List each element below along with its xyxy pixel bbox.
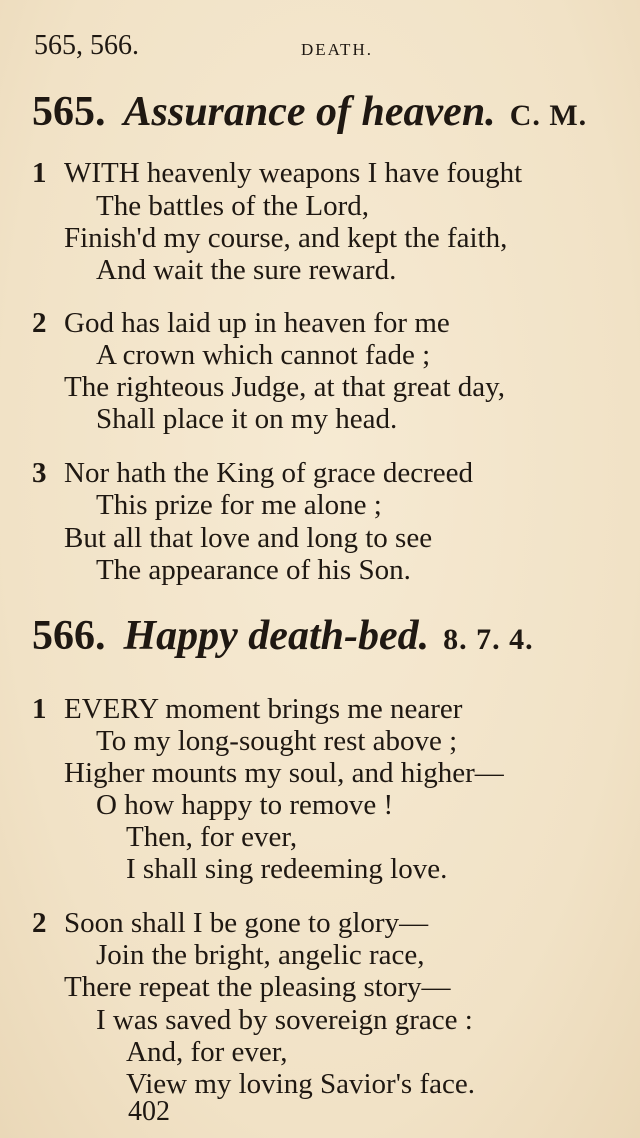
verse-line: This prize for me alone ;	[96, 489, 382, 521]
verse-line: But all that love and long to see	[64, 522, 433, 554]
verse-line: And, for ever,	[126, 1036, 288, 1068]
verse-line: O how happy to remove !	[96, 789, 394, 821]
verse-number: 3	[32, 457, 47, 489]
hymn-number: 565.	[32, 89, 106, 135]
verse-line: EVERY moment brings me nearer	[64, 693, 463, 725]
verse-line: I shall sing redeeming love.	[126, 853, 448, 885]
running-head-section: DEATH.	[301, 40, 373, 59]
verse-line: Then, for ever,	[126, 821, 298, 853]
verse-line: Soon shall I be gone to glory—	[64, 907, 429, 939]
hymn-title: Assurance of heaven.	[123, 89, 496, 135]
verse-line: And wait the sure reward.	[96, 254, 397, 286]
verse-line: Nor hath the King of grace decreed	[64, 457, 474, 489]
hymn-number: 566.	[32, 613, 106, 659]
verse-number: 2	[32, 907, 47, 939]
verse-line: Finish'd my course, and kept the faith,	[64, 222, 508, 254]
verse-line: To my long-sought rest above ;	[96, 725, 458, 757]
verse-line: God has laid up in heaven for me	[64, 307, 450, 339]
verse-number: 2	[32, 307, 47, 339]
verse-line: WITH heavenly weapons I have fought	[64, 157, 523, 189]
verse-line: The appearance of his Son.	[96, 554, 411, 586]
verse-line: A crown which cannot fade ;	[96, 339, 431, 371]
verse-line: Higher mounts my soul, and higher—	[64, 757, 504, 789]
verse-line: I was saved by sovereign grace :	[96, 1004, 473, 1036]
hymn-meter: C. M.	[509, 99, 588, 132]
verse-line: The righteous Judge, at that great day,	[64, 371, 506, 403]
hymn-565-title	[32, 88, 587, 136]
verse-number: 1	[32, 693, 47, 725]
verse-line: The battles of the Lord,	[96, 190, 369, 222]
running-head-hymn-numbers: 565, 566.	[34, 30, 139, 61]
verse-line: View my loving Savior's face.	[126, 1068, 475, 1100]
hymn-meter: 8. 7. 4.	[443, 623, 534, 656]
verse-line: Shall place it on my head.	[96, 403, 398, 435]
verse-number: 1	[32, 157, 47, 189]
verse-line: There repeat the pleasing story—	[64, 971, 451, 1003]
hymn-566-title	[32, 612, 534, 660]
hymn-title: Happy death-bed.	[123, 613, 430, 659]
page-number: 402	[128, 1096, 170, 1127]
verse-line: Join the bright, angelic race,	[96, 939, 425, 971]
running-head	[34, 30, 606, 70]
